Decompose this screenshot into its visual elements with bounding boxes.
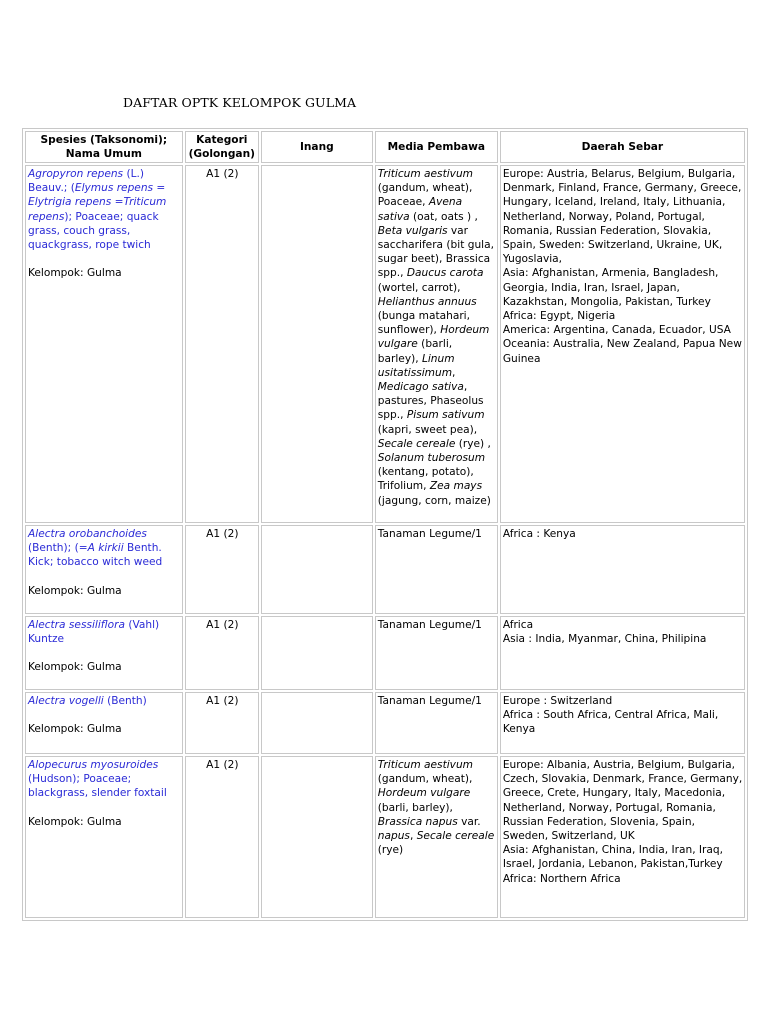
table-row [25,525,745,614]
daerah-cell [500,692,745,754]
species-cell [25,525,183,614]
spacer [28,801,181,815]
media-text: (rye) , [455,437,491,450]
species-scientific-name: Alectra orobanchoides [28,528,147,540]
media-species-name: Linum usitatissimum [377,352,455,379]
species-author: (Benth) [103,695,147,707]
media-species-name: Hordeum vulgare [377,787,471,800]
media-species-name: Avena sativa [377,196,463,223]
header-kategori: Kategori (Golongan) [185,131,259,163]
species-cell [25,756,183,918]
species-cell [25,616,183,690]
species-synonym: Elymus repens = Elytrigia repens =Triticum repens [28,182,167,223]
daerah-line: Europe: Austria, Belarus, Belgium, Bulgaria, Denmark, Finland, France, Germany, Greece, Hungary, Iceland, Ireland, Italy, Lithuania, Netherland, Norway, Poland, Portugal, Romania, Russian Federation, Slovakia, Spain, Sweden: Switzerland, Ukraine, UK, Yugoslavia, [502,168,742,266]
media-species-name: napus [377,830,410,843]
media-text: Tanaman Legume/1 [377,695,482,707]
kategori-cell: A1 (2) [185,692,259,754]
kelompok-label: Kelompok: Gulma [28,584,122,597]
daerah-cell [500,616,745,690]
daerah-line: Africa : South Africa, Central Africa, Mali, Kenya [502,709,719,736]
media-text: (rye) [377,844,404,857]
media-cell [375,165,498,523]
daerah-line: Oceania: Australia, New Zealand, Papua New Guinea [502,338,742,365]
kategori-cell: A1 (2) [185,165,259,523]
kategori-cell: A1 (2) [185,616,259,690]
kategori-cell: A1 (2) [185,525,259,614]
species-name-link[interactable] [28,618,181,646]
table-row [25,165,745,523]
header-spesies: Spesies (Taksonomi); Nama Umum [25,131,183,163]
media-text: (kentang, potato), Trifolium, [377,466,474,493]
inang-cell [261,165,373,523]
spacer [28,252,181,266]
daerah-line: Europe : Switzerland [502,695,613,707]
inang-cell [261,525,373,614]
media-species-name: Triticum aestivum [377,759,473,771]
table-row [25,692,745,754]
page-title: DAFTAR OPTK KELOMPOK GULMA [123,95,357,110]
media-species-name: Solanum tuberosum [377,452,486,465]
species-scientific-name: Alectra sessiliflora [28,619,125,631]
media-text: (gandum, wheat), Poaceae, [377,182,473,209]
header-daerah: Daerah Sebar [500,131,745,163]
media-cell [375,616,498,690]
media-species-name: Daucus carota [406,267,484,280]
inang-cell [261,692,373,754]
species-name-link[interactable] [28,694,181,708]
species-scientific-name: Alopecurus myosuroides [28,759,159,771]
media-species-name: Zea mays [429,480,483,493]
media-species-name: Secale cereale [416,830,495,843]
media-text: (oat, oats ) , [409,210,478,223]
daerah-line: Africa : Kenya [502,528,576,540]
media-species-name: Brassica napus [377,815,458,828]
species-author: (Benth); (= [28,542,88,555]
daerah-cell [500,756,745,918]
daerah-cell [500,165,745,523]
media-species-name: Pisum sativum [406,409,485,422]
inang-cell [261,616,373,690]
media-text: , pastures, Phaseolus spp., [377,381,484,422]
media-text: (bunga matahari, sunflower), [377,310,470,337]
media-text: (gandum, wheat), [377,773,473,786]
media-species-name: Beta vulgaris [377,224,448,237]
optk-table [22,128,748,921]
daerah-line: Europe: Albania, Austria, Belgium, Bulgaria, Czech, Slovakia, Denmark, France, Germany, Greece, Crete, Hungary, Italy, Macedonia, Netherland, Norway, Portugal, Romania, Russian Federation, Slovenia, Spain, Sweden, Switzerland, UK [502,759,743,843]
media-text: , [452,366,456,379]
species-scientific-name: Alectra vogelli [28,695,104,707]
kelompok-label: Kelompok: Gulma [28,661,122,674]
daerah-line: Asia: Afghanistan, China, India, Iran, Iraq, Israel, Jordania, Lebanon, Pakistan,Turkey [502,844,723,871]
daerah-line: Asia: Afghanistan, Armenia, Bangladesh, Georgia, India, Iran, Israel, Japan, Kazakhstan, Mongolia, Pakistan, Turkey [502,267,719,308]
media-text: (kapri, sweet pea), [377,423,478,436]
spacer [28,570,181,584]
media-text: (jagung, corn, maize) [377,494,491,507]
media-cell [375,525,498,614]
species-author: (Hudson); Poaceae; blackgrass, slender foxtail [28,773,167,800]
species-common-names: Benth. Kick; tobacco witch weed [28,542,163,569]
daerah-line: Africa: Northern Africa [502,872,621,885]
media-species-name: Hordeum vulgare [377,324,490,351]
species-name-link[interactable] [28,758,181,801]
media-text: (barli, barley), [377,801,453,814]
spacer [28,708,181,722]
media-cell [375,692,498,754]
species-cell [25,165,183,523]
media-cell [375,756,498,918]
daerah-line: Africa [502,619,534,631]
daerah-cell [500,525,745,614]
daerah-line: America: Argentina, Canada, Ecuador, USA [502,324,731,337]
species-scientific-name: Agropyron repens [28,168,124,180]
inang-cell [261,756,373,918]
species-name-link[interactable] [28,167,181,252]
media-text: var. [457,815,481,828]
table-row [25,616,745,690]
media-text: (wortel, carrot), [377,281,461,294]
kelompok-label: Kelompok: Gulma [28,723,122,736]
table-header-row [25,131,745,163]
kategori-cell: A1 (2) [185,756,259,918]
media-species-name: Secale cereale [377,437,456,450]
media-species-name: Medicago sativa [377,381,464,394]
species-name-link[interactable] [28,527,181,570]
species-common-names: ); Poaceae; quack grass, couch grass, quackgrass, rope twich [28,210,159,252]
media-text: , [409,830,417,843]
media-text: Tanaman Legume/1 [377,619,482,631]
species-author: (Vahl) Kuntze [28,619,160,646]
media-species-name: Triticum aestivum [377,168,473,180]
media-species-name: Helianthus annuus [377,295,477,308]
daerah-line: Africa: Egypt, Nigeria [502,310,616,323]
media-text: var saccharifera (bit gula, sugar beet), Brassica spp., [377,224,494,280]
kelompok-label: Kelompok: Gulma [28,267,122,280]
header-inang: Inang [261,131,373,163]
species-cell [25,692,183,754]
media-text: (barli, barley), [377,338,453,365]
kelompok-label: Kelompok: Gulma [28,815,122,828]
species-synonym: A kirkii [87,542,124,555]
media-text: Tanaman Legume/1 [377,528,482,540]
header-media: Media Pembawa [375,131,498,163]
spacer [28,646,181,660]
table-row [25,756,745,918]
daerah-line: Asia : India, Myanmar, China, Philipina [502,633,707,646]
species-author: (L.) Beauv.; ( [28,168,144,195]
